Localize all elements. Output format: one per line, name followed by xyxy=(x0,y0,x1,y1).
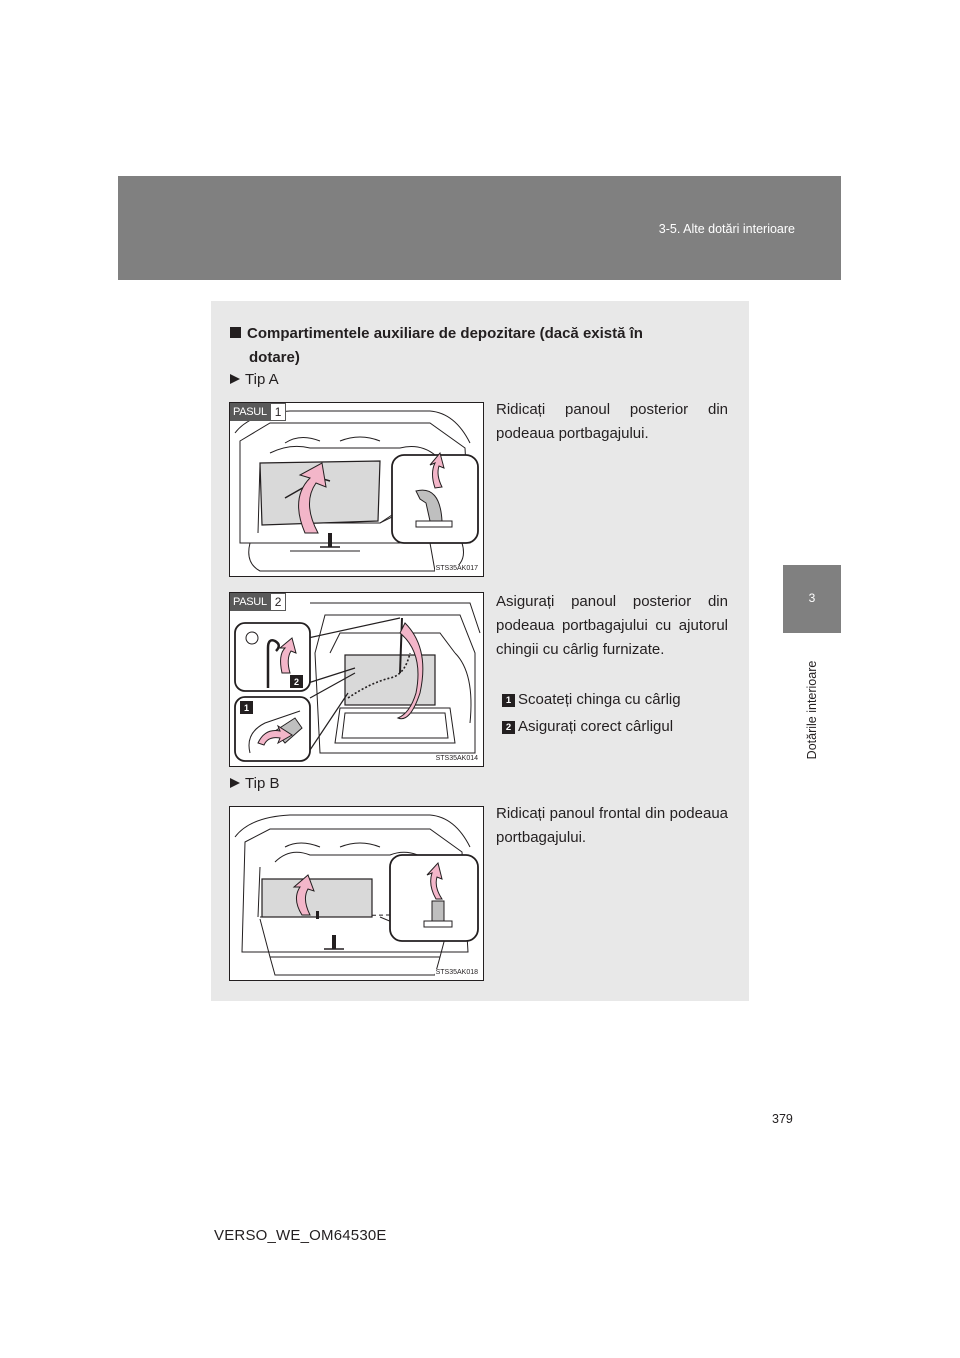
tip-a-label xyxy=(230,370,279,390)
figure-code-3: STS35AK018 xyxy=(435,969,478,976)
triangle-right-icon xyxy=(230,374,240,384)
section-title: 3-5. Alte dotări interioare xyxy=(658,222,795,236)
tip-b-text: Tip B xyxy=(245,775,280,792)
page-header xyxy=(118,176,841,280)
step-1-badge xyxy=(230,403,286,421)
substep-2-number: 2 xyxy=(502,721,515,734)
substep-1 xyxy=(502,690,681,710)
document-code: VERSO_WE_OM64530E xyxy=(214,1227,387,1244)
tip-b-step-text: Ridicați panoul frontal din podeaua portbagajului. xyxy=(496,805,728,846)
svg-text:2: 2 xyxy=(293,677,300,687)
section-heading xyxy=(230,322,728,346)
step-1-text: Ridicați panoul posterior din podeaua portbagajului. xyxy=(496,401,728,442)
triangle-right-icon xyxy=(230,778,240,788)
section-heading-line1: Compartimentele auxiliare de depozitare (dacă există în xyxy=(247,325,643,342)
square-bullet-icon xyxy=(230,327,241,338)
step-2-word: PASUL xyxy=(230,593,270,611)
step-2-number: 2 xyxy=(270,593,287,611)
substep-2-text: Asigurați corect cârligul xyxy=(518,718,674,735)
step-1-number: 1 xyxy=(270,403,287,421)
figure-code-1: STS35AK017 xyxy=(435,565,478,572)
step-1-word: PASUL xyxy=(230,403,270,421)
figure-step-2 xyxy=(229,592,484,767)
page-number: 379 xyxy=(772,1112,793,1126)
tip-b-label xyxy=(230,774,279,794)
trunk-illustration-1 xyxy=(230,403,484,577)
substep-1-text: Scoateți chinga cu cârlig xyxy=(518,691,681,708)
section-heading-line2: dotare) xyxy=(249,349,300,366)
chapter-title: Dotările interioare xyxy=(805,660,819,760)
substep-2 xyxy=(502,717,673,737)
step-2-badge xyxy=(230,593,286,611)
tip-a-text: Tip A xyxy=(245,371,279,388)
step-2-text: Asigurați panoul posterior din podeaua portbagajului cu ajutorul chingii cu cârlig furnizate. xyxy=(496,593,728,658)
figure-step-1 xyxy=(229,402,484,577)
chapter-tab xyxy=(783,565,841,633)
figure-code-2: STS35AK014 xyxy=(435,755,478,762)
svg-text:1: 1 xyxy=(243,703,250,713)
chapter-number: 3 xyxy=(808,591,816,605)
trunk-illustration-3 xyxy=(230,807,484,981)
substep-1-number: 1 xyxy=(502,694,515,707)
figure-tip-b xyxy=(229,806,484,981)
trunk-illustration-2 xyxy=(230,593,484,767)
chapter-label xyxy=(804,655,820,765)
